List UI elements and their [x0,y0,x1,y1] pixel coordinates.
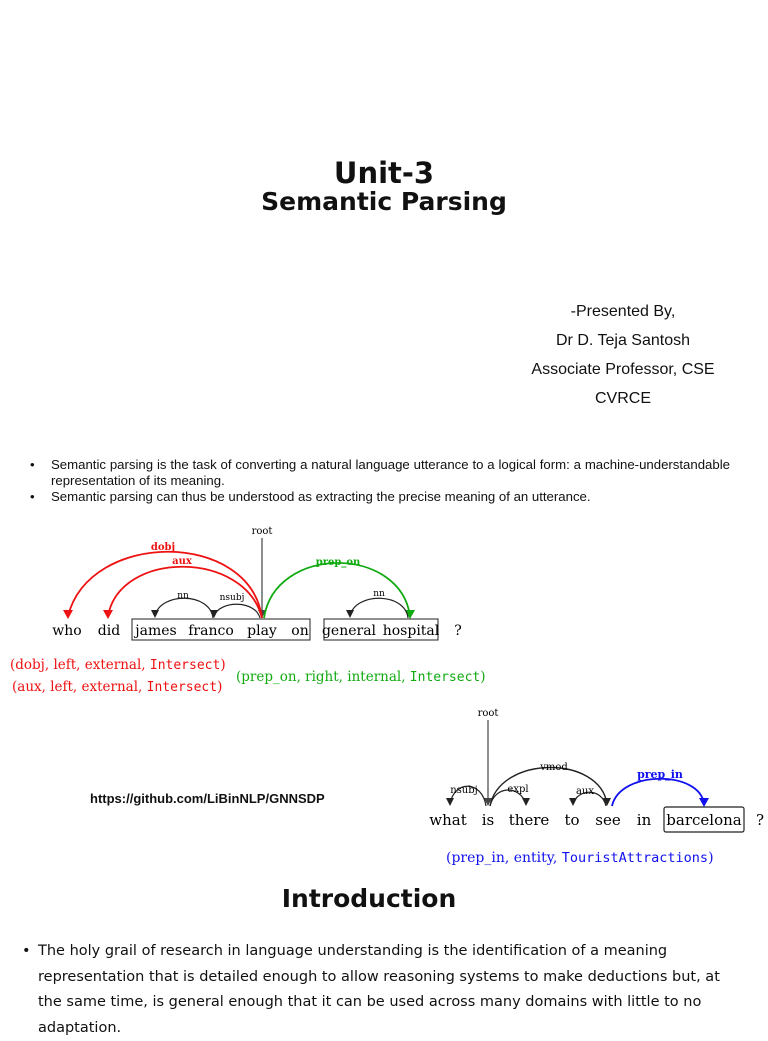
dobj-label: dobj [150,542,176,553]
prep-on-arc [264,563,410,618]
definition-bullet [30,489,730,505]
page-subtitle: Semantic Parsing [261,187,507,216]
word-did: did [97,623,121,639]
word-james: james [135,623,177,639]
word-franco: franco [188,623,234,639]
nsubj-arrowhead [210,610,218,618]
prep-in-arrowhead [699,798,709,807]
aux-label: aux [575,786,595,797]
nsubj-label: nsubj [219,593,245,603]
word-who: who [52,623,82,639]
definition-text: Semantic parsing is the task of converting a natural language utterance to a logical form: a machine-understandable representation of its meaning. [51,457,730,488]
annotation-prep-on: (prep_on, right, internal, Intersect) [236,669,486,685]
nsubj-arrowhead [446,798,454,806]
bullet-dot: • [30,489,35,504]
root-label: root [251,526,273,537]
annotation-aux: (aux, left, external, Intersect) [12,679,223,695]
nn-arc-2 [350,598,408,618]
presenter-name: Dr D. Teja Santosh [556,332,690,349]
aux-label: aux [172,556,192,567]
presenter-designation: Associate Professor, CSE [531,361,715,378]
dobj-arc [68,552,262,618]
aux-arrowhead [569,798,577,806]
nn-arrowhead-2 [346,610,354,618]
word-barcelona: barcelona [666,811,742,829]
word-on: on [291,623,309,639]
vmod-label: vmod [540,762,568,773]
annotation-prep-in: (prep_in, entity, TouristAttractions) [446,850,714,866]
word-question-mark: ? [454,623,462,639]
prep-on-label: prep_on [315,557,361,568]
dependency-diagram-2 [420,700,768,870]
nn-arc-1 [155,598,213,618]
presenter-institution: CVRCE [594,390,651,407]
word-is: is [481,811,495,829]
word-question-mark: ? [755,811,765,829]
bullet-dot: • [22,943,31,959]
root-label: root [477,708,499,719]
presenter-line-1: -Presented By, [570,303,676,320]
prep-in-arc [612,779,704,806]
word-to: to [564,811,580,829]
prep-in-label: prep_in [637,768,683,781]
dobj-arrowhead [63,610,73,619]
aux-arrowhead [103,610,113,619]
word-general: general [321,623,377,639]
annotation-dobj: (dobj, left, external, Intersect) [10,657,226,673]
introduction-bullet [22,939,747,1041]
nn-label-1: nn [177,591,189,601]
nn-arrowhead-1 [151,610,159,618]
nn-label-2: nn [373,589,385,599]
bullet-dot: • [30,457,35,472]
introduction-list [22,939,747,1041]
definition-text: Semantic parsing can thus be understood as extracting the precise meaning of an utterance. [51,489,591,504]
source-url[interactable]: https://github.com/LiBinNLP/GNNSDP [90,791,325,806]
dependency-diagram-1 [0,520,486,700]
word-there: there [508,811,550,829]
section-heading-introduction: Introduction [281,884,457,913]
nsubj-arc [214,604,260,618]
definition-bullet [30,457,730,489]
expl-arrowhead [522,798,530,806]
nsubj-label: nsubj [450,785,478,796]
word-what: what [429,811,467,829]
word-hospital: hospital [382,623,440,639]
definition-list [30,457,730,505]
expl-label: expl [507,784,529,795]
word-play: play [247,623,277,639]
word-in: in [636,811,652,829]
introduction-text: The holy grail of research in language understanding is the identification of a meaning representation that is detailed enough to allow reasoning systems to make deductions but, at the same time, is general enough that it can be used across many domains with little to no adaptation. [38,943,720,1036]
word-see: see [595,811,621,829]
page-title: Unit-3 [333,156,435,190]
